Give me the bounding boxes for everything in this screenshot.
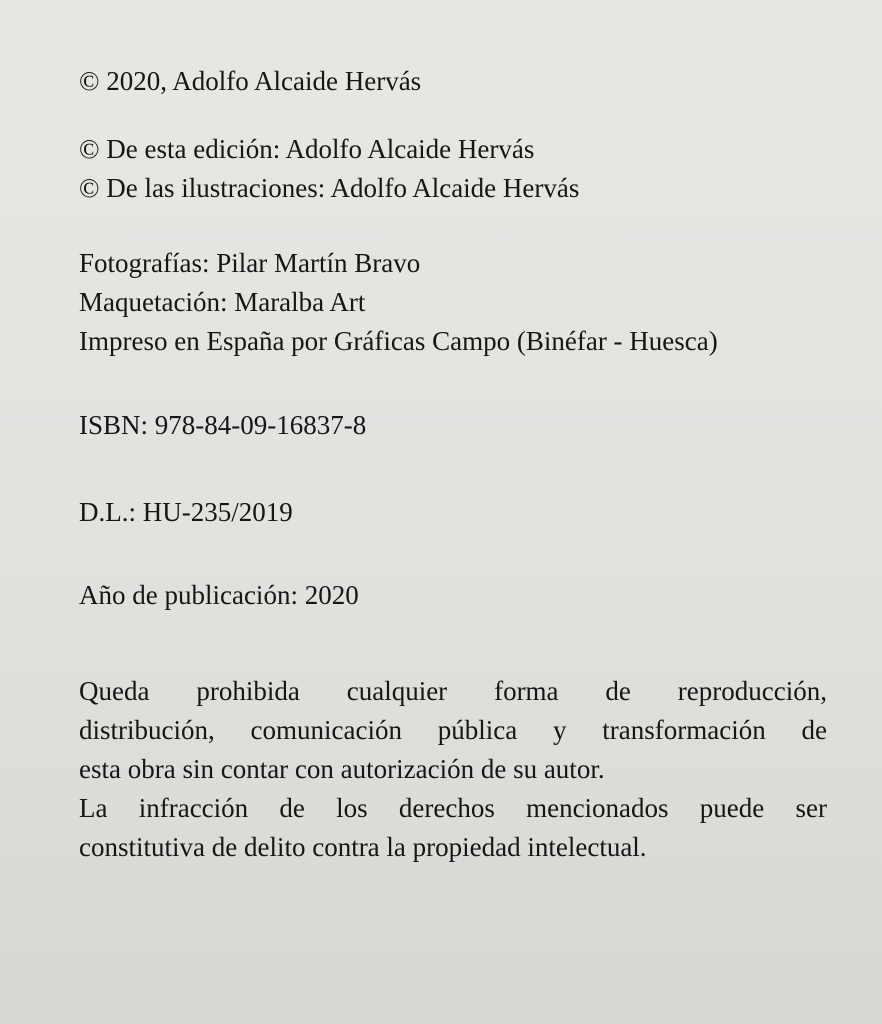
illustration-rights: © De las ilustraciones: Adolfo Alcaide Hervás bbox=[79, 173, 580, 203]
notice-line: esta obra sin contar con autorización de su autor. bbox=[79, 754, 605, 784]
legal-deposit: D.L.: HU-235/2019 bbox=[79, 497, 293, 527]
publication-year: Año de publicación: 2020 bbox=[79, 580, 359, 610]
notice-line: distribución, comunicación pública y transformación de bbox=[79, 715, 827, 745]
credits-block bbox=[79, 244, 827, 361]
edition-rights: © De esta edición: Adolfo Alcaide Hervás bbox=[79, 134, 535, 164]
legal-notice bbox=[79, 672, 827, 867]
copyright-page bbox=[79, 62, 827, 867]
photo-credit: Fotografías: Pilar Martín Bravo bbox=[79, 248, 421, 278]
copyright-line: © 2020, Adolfo Alcaide Hervás bbox=[79, 66, 422, 96]
isbn: ISBN: 978-84-09-16837-8 bbox=[79, 410, 367, 440]
rights-block bbox=[79, 130, 827, 208]
notice-line: constitutiva de delito contra la propiedad intelectual. bbox=[79, 832, 647, 862]
printing-credit: Impreso en España por Gráficas Campo (Binéfar - Huesca) bbox=[79, 326, 718, 356]
notice-line: La infracción de los derechos mencionados puede ser bbox=[79, 793, 827, 823]
notice-line: Queda prohibida cualquier forma de reproducción, bbox=[79, 676, 827, 706]
layout-credit: Maquetación: Maralba Art bbox=[79, 287, 366, 317]
